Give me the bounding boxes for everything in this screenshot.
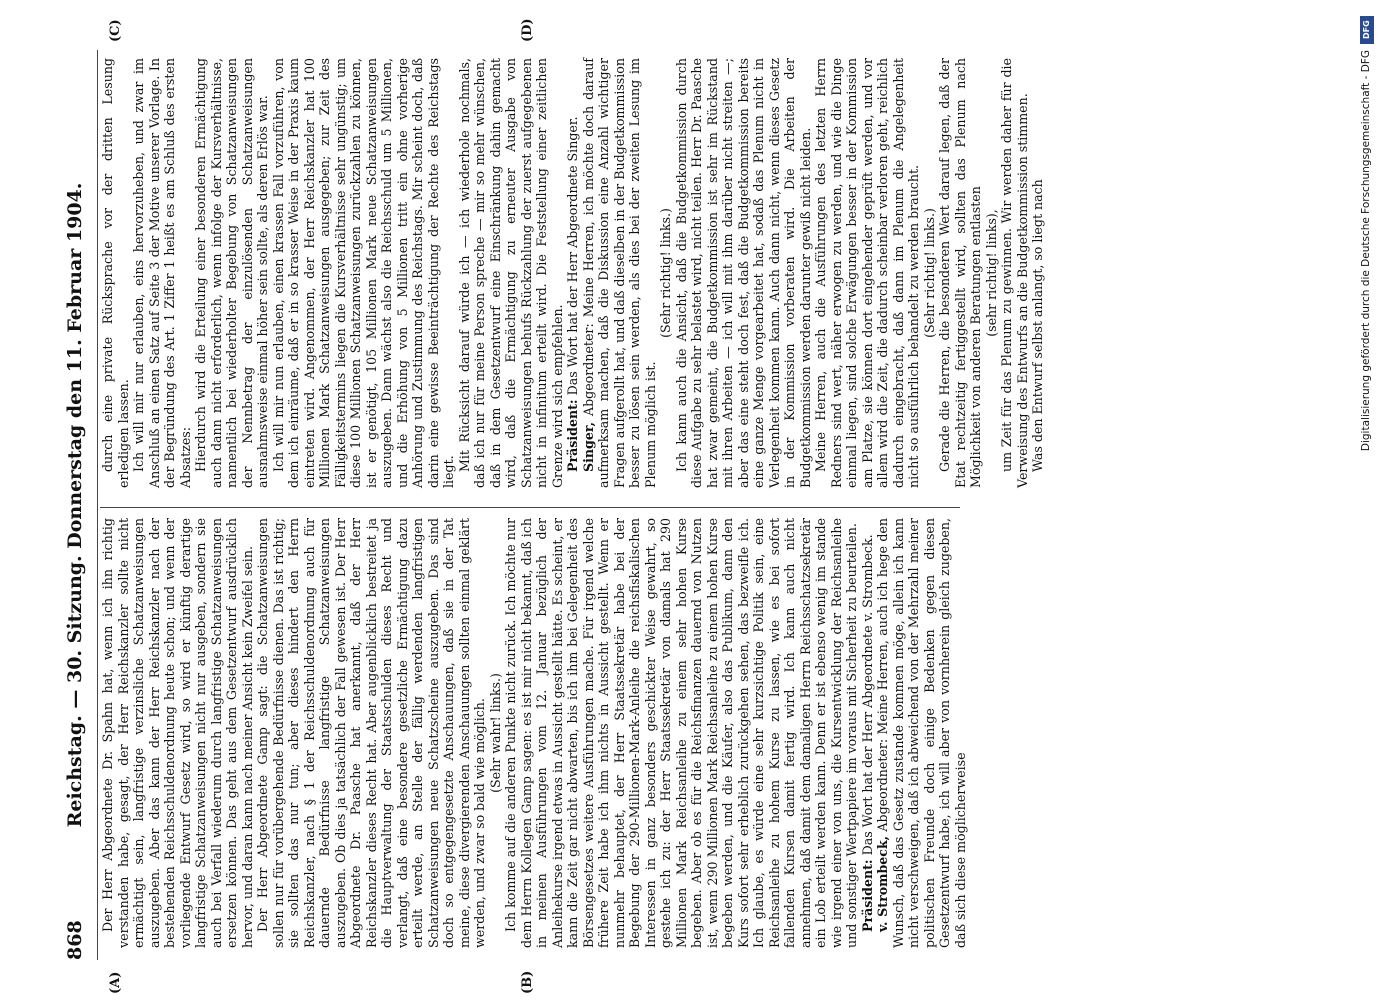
paragraph: Der Herr Abgeordnete Gamp sagt: die Schatzanweisungen sollen nur für vorübergehende Bedürfnisse dienen. Das ist richtig; sie sollten das nur tun; aber dieses hindert den Herrn Reichskanzler, nach § 1 der Reichsschuldenordnung auch für dauernde Bedürfnisse langfristige Schatzanweisungen auszugeben. Ob dies ja tatsächlich der Fall gewesen ist. Der Herr Abgeordnete Dr. Paasche hat anerkannt, daß der Herr Reichskanzler dieses Recht hat. Aber augenblicklich bestreitet ja die Hauptverwaltung der Staatsschulden dieses Recht und verlangt, daß eine besondere gesetzliche Ermächtigung dazu erteilt werde, an Stelle der fällig werdenden langfristigen Schatzanweisungen neue Schatzscheine auszugeben. Das sind doch so entgegengesetzte Anschauungen, daß sie in der Tat meine, diese divergierenden Anschauungen sollten einmal geklärt werden, und zwar so bald wie möglich.: [255, 518, 487, 948]
right-text-column: [100, 58, 1045, 488]
paragraph: Mit Rücksicht darauf würde ich — ich wiederhole nochmals, daß ich nur für meine Person spreche — mir so mehr wünschen, daß in dem Gesetzentwurf eine Einschränkung dahin gemacht wird, daß die Ermächtigung zu erneuter Ausgabe von Schatzanweisungen behufs Rückzahlung der zuerst aufgegebenen nicht in infinitum erteilt wird. Die Feststellung einer zeitlichen Grenze wird sich empfehlen.: [456, 58, 565, 488]
page-title: Reichstag. — 30. Sitzung. Donnerstag den 11. Februar 1904.: [64, 182, 86, 828]
column-divider: [100, 507, 960, 508]
speaker-paragraph: [565, 58, 581, 488]
paragraph: Was den Entwurf selbst anlangt, so liegt nach: [1030, 179, 1045, 472]
speaker-paragraph: [875, 518, 968, 948]
interjection: (Sehr richtig! links.): [921, 208, 937, 338]
speaker-text: Das Wort hat der Herr Abgeordnete v. Strombeck.: [859, 534, 875, 856]
paragraph: Der Herr Abgeordnete Dr. Spahn hat, wenn ich ihn richtig verstanden habe, gesagt, der Herr Reichskanzler sollte nicht ermächtigt sein, langfristige verzinsliche Schatzanweisungen auszugeben. Aber das kann der Herr Reichskanzler nach der bestehenden Reichsschuldenordnung heute schon; und wenn der vorliegende Entwurf Gesetz wird, so wird er künftig derartige langfristige Schatzanweisungen nicht nur ausgeben, sondern sie auch bei Verfall wiederum durch langfristige Schatzanweisungen ersetzen können. Das geht aus dem Gesetzentwurf ausdrücklich hervor, und daran kann nach meiner Ansicht kein Zweifel sein.: [100, 518, 255, 948]
digitization-credit: Digitalisierung gefördert durch die Deutsche Forschungsgemeinschaft - DFG: [1360, 50, 1372, 452]
paragraph: Ich will mir nur erlauben, eins hervorzuheben, und zwar im Anschluß an einen Satz auf Seite 3 der Motive unserer Vorlage. In der Begründung des Art. 1 Ziffer 1 heißt es am Schluß des ersten Absatzes:: [131, 58, 193, 488]
margin-marker-a: (A): [108, 971, 123, 994]
speaker-paragraph: [860, 518, 876, 948]
paragraph: Ich komme auf die anderen Punkte nicht zurück. Ich möchte nur dem Herrn Kollegen Gamp sagen: es ist mir nicht bekannt, daß ich in meinen Ausführungen vom 12. Januar bezüglich der Anleihekurse irgend etwas in Aussicht gestellt hätte. Es scheint, er kann die Zeit gar nicht abwarten, bis ich ihm bei Gelegenheit des Börsengesetzes weitere Ausführungen mache. Für irgend welche frühere Zeit habe ich ihm nichts in Aussicht gestellt. Wenn er nunmehr behauptet, der Herr Staatssekretär habe bei der Begebung der 290-Millionen-Mark-Anleihe die reichsfiskalischen Interessen in ganz besonders geschickter Weise gewahrt, so gestehe ich zu: der Herr Staatssekretär von damals hat 290 Millionen Mark Reichsanleihe zu einem sehr hohen Kurse begeben. Aber ob es für die Reichsfinanzen dauernd von Nutzen ist, wenn 290 Millionen Mark Reichsanleihe zu einem hohen Kurse begeben werden, und die Käufer, also das Publikum, dann den Kurs sofort sehr erheblich zurückgehen sehen, das bezweifle ich. Ich glaube, es würde eine sehr kurzsichtige Politik sein, eine Reichsanleihe zu hohem Kurse zu lassen, wie es bei sofort fallenden Kursen damit fertig wird. Ich kann auch nicht annehmen, daß damit dem damaligen Herrn Reichsschatzsekretär ein Lob erteilt werden kann. Denn er ist ebenso wenig im stande wie irgend einer von uns, die Kursentwicklung der Reichsanleihe und sonstiger Wertpapiere im voraus mit Sicherheit zu beurteilen.: [503, 518, 859, 948]
margin-marker-c: (C): [108, 19, 123, 42]
interjection: (Sehr richtig! links.): [658, 208, 673, 338]
dfg-logo: DFG: [1360, 16, 1374, 44]
speaker-paragraph: [581, 58, 659, 488]
header-rule: [97, 50, 98, 960]
page-header: [64, 50, 94, 960]
paragraph: Ich kann auch die Ansicht, daß die Budgetkommission durch diese Aufgabe zu sehr belastet wird, nicht teilen. Herr Dr. Paasche hat zwar gemeint, die Budgetkommission ist sehr im Rückstand mit ihren Arbeiten — ich will mit ihm darüber nicht streiten —; aber das eine steht doch fest, daß die Budgetkommission bereits eine ganze Menge vorgearbeitet hat, sodaß das Plenum nicht in Verlegenheit kommen kann. Auch dann nicht, wenn dieses Gesetz in der Kommission vorberaten wird. Die Arbeiten der Budgetkommission werden darunter gewiß nicht leiden.: [673, 58, 813, 488]
left-text-column: [100, 518, 968, 948]
speaker-name: Präsident:: [859, 859, 875, 932]
speaker-text: Abgeordneter: Meine Herren, ich möchte doch darauf aufmerksam machen, daß die Diskussion eine Anzahl wichtiger Fragen aufgerollt hat, und daß dieselben in der Budgetkommission besser zu lösen sein werden, als dies bei der zweiten Lesung im Plenum möglich ist.: [580, 58, 658, 488]
side-credit: [1360, 10, 1376, 990]
speaker-text: Das Wort hat der Herr Abgeordnete Singer.: [565, 116, 580, 396]
margin-marker-b: (B): [520, 970, 535, 994]
paragraph: Meine Herren, auch die Ausführungen des letzten Herrn Redners sind wert, näher erwogen zu werden, und wie die Dinge einmal liegen, sind solche Erwägungen besser in der Kommission am Platze, sie können dort eingehender geprüft werden, und vor allem wird die Zeit, die dadurch scheinbar verloren geht, reichlich dadurch eingebracht, daß dann im Plenum die Angelegenheit nicht so ausführlich behandelt zu werden braucht.: [813, 58, 921, 488]
margin-marker-d: (D): [520, 18, 535, 42]
interjection: (Sehr wahr! links.): [487, 673, 503, 793]
interjection: (sehr richtig! links),: [983, 209, 999, 337]
paragraph: durch eine private Rücksprache vor der dritten Lesung erledigen lassen.: [100, 58, 131, 488]
speaker-name: v. Strombeck,: [875, 835, 890, 932]
page-number: 868: [64, 920, 86, 960]
speaker-name: Präsident:: [565, 399, 580, 472]
speaker-name: Singer,: [580, 422, 596, 472]
paragraph: Gerade die Herren, die besonderen Wert darauf legen, daß der Etat rechtzeitig fertiggestellt wird, sollten das Plenum nach Möglichkeit von anderen Beratungen entlasten: [937, 58, 983, 488]
speaker-text: Abgeordneter: Meine Herren, auch ich hege den Wunsch, daß das Gesetz zustande kommen möge, allein ich kann nicht verschweigen, daß ich abweichend von der Mehrzahl meiner politischen Freunde doch einige Bedenken gegen diesen Gesetzentwurf habe, ich will aber von vornherein gleich zugeben, daß sich diese möglicherweise: [875, 518, 968, 948]
paragraph: um Zeit für das Plenum zu gewinnen. Wir werden daher für die Verweisung des Entwurfs an die Budgetkommission stimmen.: [999, 58, 1030, 488]
paragraph: Ich will mir nun erlauben, einen krassen Fall vorzuführen, von dem ich einräume, daß er in so krasser Weise in der Praxis kaum eintreten wird. Angenommen, der Herr Reichskanzler hat 100 Millionen Mark Schatzanweisungen ausgegeben; zur Zeit des Fälligkeitstermins liegen die Kursverhältnisse sehr ungünstig; um diese 100 Millionen Schatzanweisungen zurückzahlen zu können, ist er genötigt, 105 Millionen Mark neue Schatzanweisungen auszugeben. Dann wächst also die Reichsschuld um 5 Millionen, und die Erhöhung von 5 Millionen tritt ein ohne vorherige Anhörung und Zustimmung des Reichstags. Mir scheint doch, daß darin eine gewisse Beeinträchtigung der Rechte des Reichstags liegt.: [270, 58, 456, 488]
paragraph: Hierdurch wird die Erteilung einer besonderen Ermächtigung auch dann nicht erforderlich, wenn infolge der Kursverhältnisse, namentlich bei wiederholter Begebung von Schatzanweisungen der Nennbetrag der einzulösenden Schatzanweisungen ausnahmsweise einmal höher sein sollte, als deren Erlös war.: [193, 58, 270, 488]
